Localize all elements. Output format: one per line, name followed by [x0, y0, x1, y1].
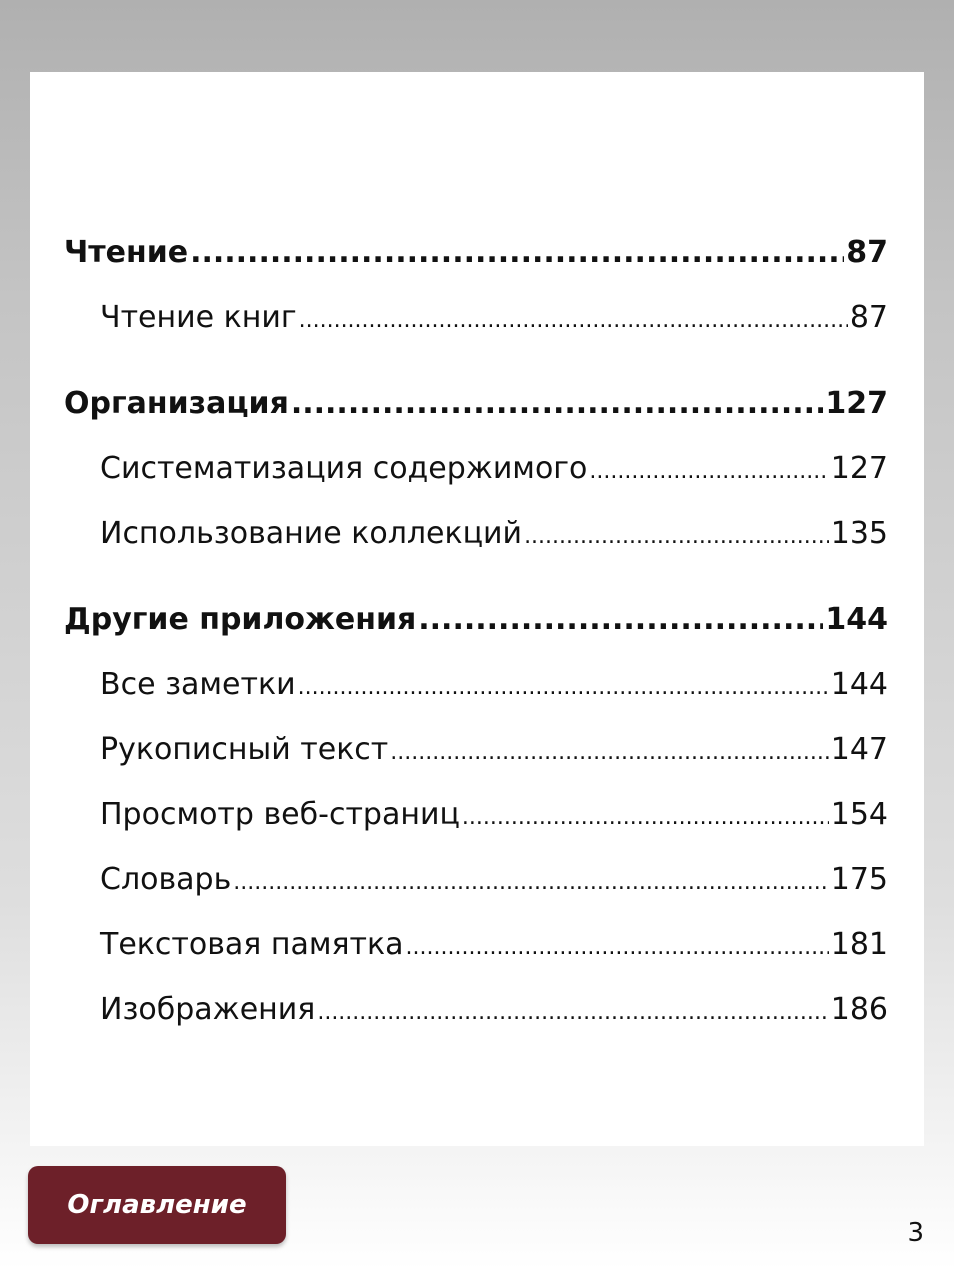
document-page [30, 72, 924, 1146]
toc-item-title: Рукописный текст [100, 732, 389, 767]
toc-leader-dots [524, 504, 829, 569]
toc-section-reading[interactable] [64, 220, 888, 285]
contents-tab-button[interactable] [28, 1166, 286, 1244]
toc-leader-dots [299, 288, 848, 353]
toc-item[interactable] [64, 501, 888, 566]
toc-section-organization[interactable] [64, 371, 888, 436]
toc-item-page: 87 [849, 300, 888, 335]
toc-item[interactable] [64, 977, 888, 1042]
toc-item-page: 154 [830, 797, 888, 832]
toc-item[interactable] [64, 285, 888, 350]
toc-leader-dots [390, 720, 828, 785]
toc-leader-dots [406, 915, 829, 980]
toc-section-page: 127 [825, 386, 888, 421]
table-of-contents [64, 220, 888, 1042]
toc-item[interactable] [64, 717, 888, 782]
toc-leader-dots [317, 980, 828, 1045]
toc-section-title: Чтение [64, 235, 189, 270]
toc-leader-dots [190, 220, 844, 285]
contents-tab-label: Оглавление [67, 1190, 247, 1220]
toc-item-page: 135 [830, 516, 888, 551]
toc-section-page: 87 [846, 235, 888, 270]
toc-item-title: Чтение книг [100, 300, 297, 335]
toc-section-page: 144 [825, 602, 888, 637]
toc-leader-dots [418, 587, 823, 652]
toc-leader-dots [233, 850, 828, 915]
toc-item[interactable] [64, 782, 888, 847]
toc-item[interactable] [64, 912, 888, 977]
toc-item-title: Все заметки [100, 667, 296, 702]
toc-leader-dots [291, 371, 824, 436]
toc-item-title: Изображения [100, 992, 316, 1027]
toc-item-page: 186 [830, 992, 888, 1027]
toc-item-page: 181 [830, 927, 888, 962]
toc-item-title: Систематизация содержимого [100, 451, 588, 486]
toc-leader-dots [298, 655, 829, 720]
toc-section-title: Другие приложения [64, 602, 417, 637]
toc-item-title: Словарь [100, 862, 232, 897]
toc-item[interactable] [64, 652, 888, 717]
page-number: 3 [907, 1218, 924, 1248]
toc-leader-dots [462, 785, 829, 850]
toc-item-title: Просмотр веб-страниц [100, 797, 460, 832]
toc-item[interactable] [64, 436, 888, 501]
toc-item[interactable] [64, 847, 888, 912]
toc-item-page: 175 [830, 862, 888, 897]
toc-section-title: Организация [64, 386, 289, 421]
toc-item-page: 127 [830, 451, 888, 486]
toc-leader-dots [589, 439, 828, 504]
toc-item-title: Использование коллекций [100, 516, 523, 551]
toc-item-page: 144 [830, 667, 888, 702]
toc-section-other-apps[interactable] [64, 587, 888, 652]
toc-item-title: Текстовая памятка [100, 927, 404, 962]
toc-item-page: 147 [830, 732, 888, 767]
